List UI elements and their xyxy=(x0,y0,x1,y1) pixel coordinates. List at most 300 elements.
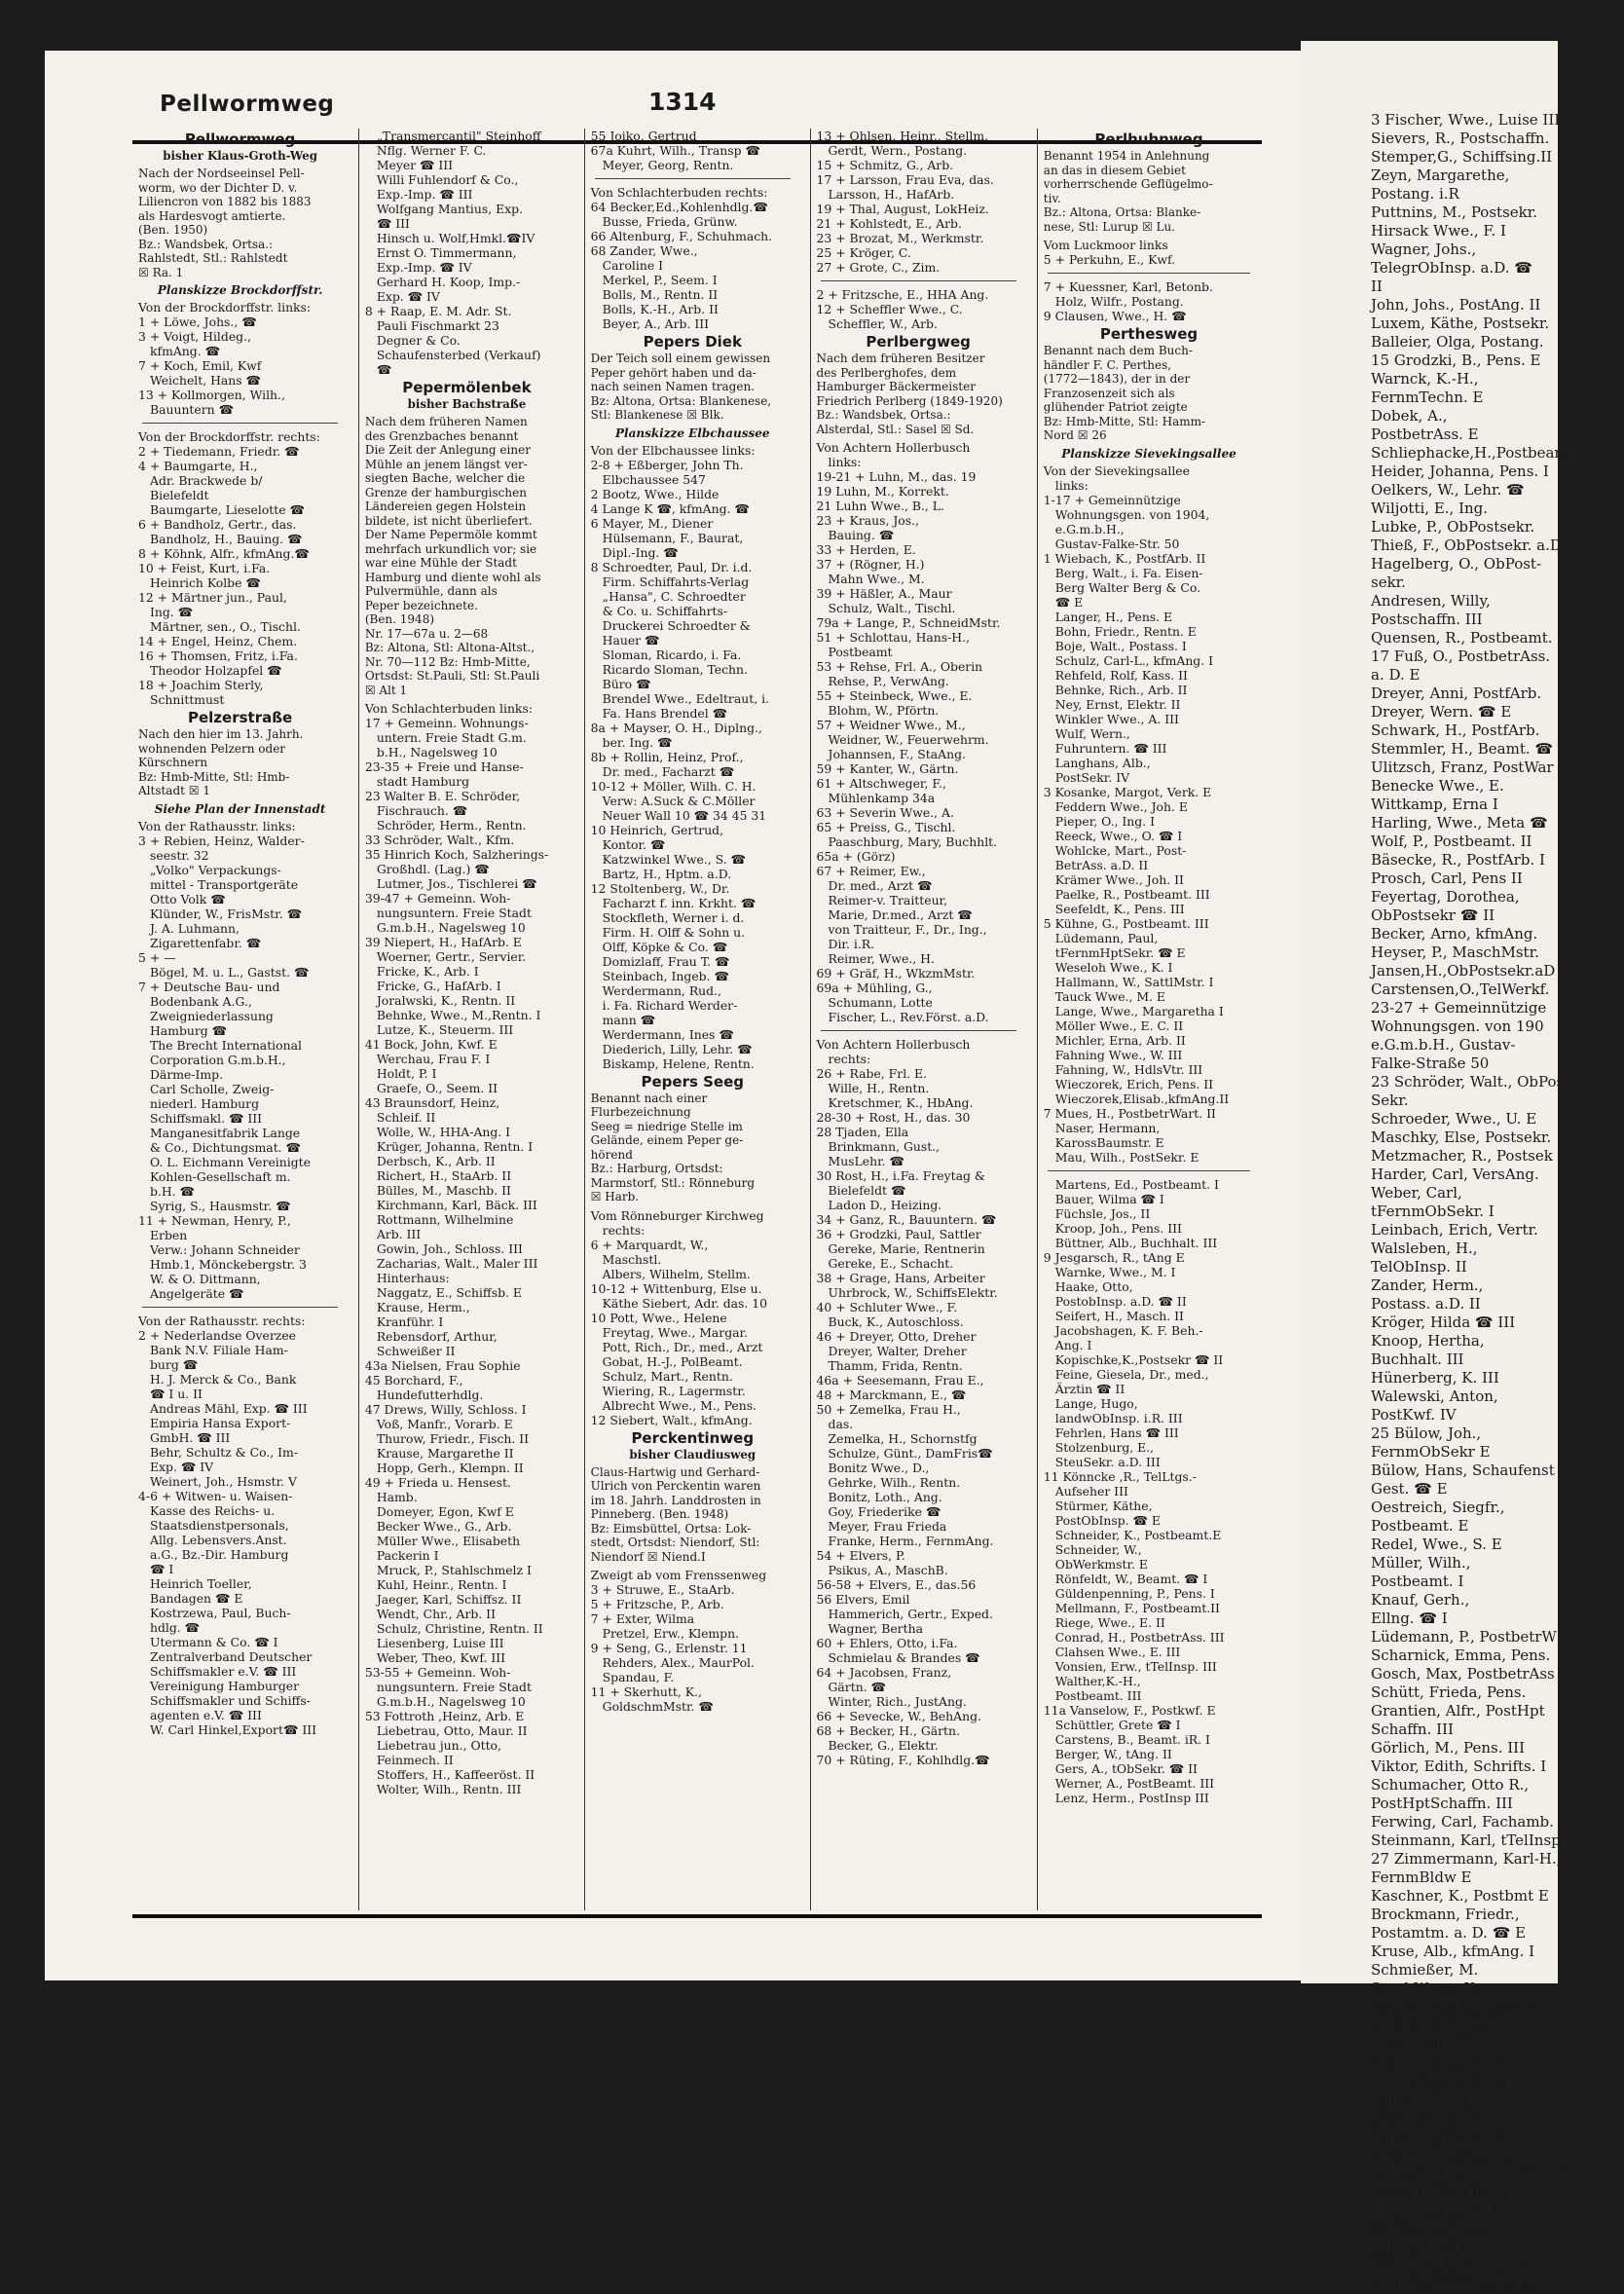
resident-entry: ☎ E xyxy=(1054,594,1084,610)
resident-entry: Busse, Frieda, Grünw. xyxy=(602,214,738,229)
resident-entry: Lutmer, Jos., Tischlerei ☎ xyxy=(376,876,537,891)
resident-entry: 23 Walter B. E. Schröder, xyxy=(364,789,521,803)
adjacent-entry: Wittkamp, Erna I xyxy=(1371,796,1498,813)
resident-entry: Voß, Manfr., Vorarb. E xyxy=(376,1417,513,1431)
resident-entry: Rottmann, Wilhelmine xyxy=(376,1212,514,1227)
resident-entry: stadt Hamburg xyxy=(376,774,470,789)
resident-entry: Zweigt ab vom Frenssenweg xyxy=(590,1568,767,1582)
street-heading: Perlhuhnweg xyxy=(1094,130,1203,148)
resident-entry: Ärztin ☎ II xyxy=(1054,1381,1126,1396)
resident-entry: Blohm, W., Pförtn. xyxy=(828,703,940,718)
resident-entry: Ney, Ernst, Elektr. II xyxy=(1054,696,1181,712)
resident-entry: Rebensdorf, Arthur, xyxy=(376,1329,498,1344)
resident-entry: 35 Hinrich Koch, Salzherings- xyxy=(364,847,549,862)
resident-entry: Schiffsmakl. ☎ III xyxy=(150,1110,263,1126)
street-description xyxy=(591,1465,794,1565)
resident-entry: Bonitz Wwe., D., xyxy=(828,1461,930,1475)
resident-entry: 45 Borchard, F., xyxy=(364,1373,463,1388)
adjacent-entry: Geest in Hamburg xyxy=(1371,2183,1507,2201)
column-content xyxy=(811,129,1024,1767)
description-line: Benannt nach dem Buch- xyxy=(1043,344,1193,357)
resident-entry: Ernst O. Timmermann, xyxy=(376,245,517,260)
resident-entry: Bank N.V. Filiale Ham- xyxy=(150,1342,288,1357)
description-line: Ulrich von Perckentin waren xyxy=(590,1479,761,1493)
resident-entry: KarossBaumstr. E xyxy=(1054,1134,1164,1150)
description-line: Bz.: Wandsbek, Ortsa.: xyxy=(138,237,274,251)
adjacent-entry: e.G.m.b.H., Bundesstr. xyxy=(1371,2202,1538,2219)
resident-entry: 6 + Bandholz, Gertr., das. xyxy=(138,517,297,532)
adjacent-entry: Postass. a.D. II xyxy=(1371,1295,1481,1313)
resident-entry: 11 + Newman, Henry, P., xyxy=(138,1212,291,1228)
resident-entry: Marie, Dr.med., Arzt ☎ xyxy=(828,907,973,922)
directory-column-1 xyxy=(132,129,346,1910)
resident-entry: Neuer Wall 10 ☎ 34 45 31 xyxy=(602,807,767,823)
resident-entry: Verw.: Johann Schneider xyxy=(150,1241,300,1257)
description-line: Altstadt ☒ 1 xyxy=(138,784,210,797)
resident-entry: 11 + Skerhutt, K., xyxy=(590,1684,702,1699)
resident-entry: Fuhruntern. ☎ III xyxy=(1054,740,1167,756)
adjacent-entry: Schaffn. III xyxy=(1371,1720,1454,1738)
resident-entry: Lenz, Herm., PostInsp III xyxy=(1054,1790,1209,1805)
resident-entry: Naggatz, E., Schiffsb. E xyxy=(376,1285,522,1300)
resident-entry: Postbeamt. III xyxy=(1054,1687,1142,1703)
adjacent-entry: Schroeder, Wwe., U. E xyxy=(1371,1110,1537,1128)
resident-entry: Klünder, W., FrisMstr. ☎ xyxy=(150,906,303,921)
directory-columns xyxy=(132,129,1262,1910)
resident-entry: Hallmann, W., SattlMstr. I xyxy=(1054,974,1214,989)
description-line: Peper gehört haben und da- xyxy=(590,365,757,380)
resident-entry: Theodor Holzapfel ☎ xyxy=(150,663,282,678)
resident-entry: Wohnungsgen. von 1904, xyxy=(1054,506,1210,522)
resident-entry: Arb. III xyxy=(376,1227,422,1241)
adjacent-entry: tFernmObSekr. I xyxy=(1371,1202,1495,1220)
resident-entry: Zentralverband Deutscher xyxy=(150,1648,313,1664)
description-line: Ortsdst: St.Pauli, Stl: St.Pauli xyxy=(364,669,540,683)
description-line: (Ben. 1948) xyxy=(364,612,435,626)
resident-entry: 16 + Thomsen, Fritz, i.Fa. xyxy=(138,648,298,663)
resident-entry: Hammerich, Gertr., Exped. xyxy=(828,1607,993,1621)
resident-entry: 8 + Köhnk, Alfr., kfmAng.☎ xyxy=(138,546,310,561)
adjacent-entry: Weber, Carl, xyxy=(1371,1184,1462,1202)
description-line: Nord ☒ 26 xyxy=(1043,428,1107,442)
running-head: Pellwormweg xyxy=(160,92,335,117)
street-description xyxy=(591,1092,794,1204)
adjacent-entry: Postbeamt. II xyxy=(1371,2035,1470,2053)
description-line: Peper bezeichnete. xyxy=(364,598,478,612)
description-line: glühender Patriot zeigte xyxy=(1043,400,1188,414)
description-line: Nach dem früheren Besitzer xyxy=(816,352,985,365)
resident-entry: Buck, K., Autoschloss. xyxy=(828,1314,964,1329)
resident-entry: SteuSekr. a.D. III xyxy=(1054,1454,1161,1469)
resident-entry: Jacobshagen, K. F. Beh.- xyxy=(1054,1322,1203,1338)
section-divider xyxy=(142,1307,338,1308)
resident-entry: Andreas Mähl, Exp. ☎ III xyxy=(150,1400,308,1416)
adjacent-page-entries xyxy=(1371,111,1624,2294)
resident-entry: Büro ☎ xyxy=(602,676,651,691)
resident-entry: Hinsch u. Wolf,Hmkl.☎IV xyxy=(376,231,535,245)
resident-entry: 11a Vanselow, F., Postkwf. E xyxy=(1043,1702,1216,1718)
resident-entry: Goy, Friederike ☎ xyxy=(828,1504,941,1519)
description-line: Bz: Hmb-Mitte, Stl: Hamm- xyxy=(1043,414,1206,428)
resident-entry: Riege, Wwe., E. II xyxy=(1054,1614,1165,1630)
adjacent-entry: Hagelberg, O., ObPost- xyxy=(1371,555,1542,573)
resident-entry: Werdermann, Rud., xyxy=(602,982,721,998)
resident-entry: Hamburg ☎ xyxy=(150,1022,228,1038)
directory-column-4 xyxy=(810,129,1024,1910)
resident-entry: Firm. Schiffahrts-Verlag xyxy=(602,574,750,589)
resident-entry: Holz, Wilfr., Postang. xyxy=(1054,294,1184,309)
street-heading: Pellwormweg xyxy=(184,130,296,148)
description-line: Nach dem früheren Namen xyxy=(364,415,528,428)
resident-entry: Feinmech. II xyxy=(376,1753,454,1767)
description-line: vorherrschende Geflügelmo- xyxy=(1043,177,1213,191)
resident-entry: Mellmann, F., Postbeamt.II xyxy=(1054,1600,1220,1615)
adjacent-entry: Grantien, Alfr., PostHpt xyxy=(1371,1702,1545,1720)
resident-entry: 33 Schröder, Walt., Kfm. xyxy=(364,832,515,847)
resident-entry: Larsson, H., HafArb. xyxy=(828,187,955,202)
resident-entry: von Traitteur, F., Dr., Ing., xyxy=(828,922,987,937)
resident-entry: Ang. I xyxy=(1054,1337,1092,1352)
adjacent-entry: Balleier, Olga, Postang. xyxy=(1371,333,1544,351)
adjacent-entry: Wolf, P., Postbeamt. II xyxy=(1371,832,1532,850)
resident-entry: Warnke, Wwe., M. I xyxy=(1054,1264,1176,1279)
resident-entry: 12 Stoltenberg, W., Dr. xyxy=(590,880,730,896)
resident-entry: 60 + Ehlers, Otto, i.Fa. xyxy=(816,1636,958,1650)
resident-entry: Bolls, M., Rentn. II xyxy=(602,287,719,302)
resident-entry: 63 + Severin Wwe., A. xyxy=(816,805,954,820)
resident-entry: Exp.-Imp. ☎ III xyxy=(376,187,473,202)
resident-entry: Druckerei Schroedter & xyxy=(602,617,751,633)
resident-entry: Domizlaff, Frau T. ☎ xyxy=(602,953,730,969)
resident-entry: Elbchaussee 547 xyxy=(602,471,706,487)
adjacent-entry: 23-27 + Gemeinnützige xyxy=(1371,999,1547,1017)
description-line: Liliencron von 1882 bis 1883 xyxy=(138,195,312,208)
description-line: Ländereien gegen Holstein xyxy=(364,500,527,513)
description-line: Der Name Pepermöle kommt xyxy=(364,528,537,541)
adjacent-entry: Walsleben, H., xyxy=(1371,1240,1478,1257)
description-line: an das in diesem Gebiet xyxy=(1043,163,1186,177)
resident-entry: a.G., Bz.-Dir. Hamburg xyxy=(150,1546,289,1562)
resident-entry: Merkel, P., Seem. I xyxy=(602,273,718,287)
adjacent-entry: Kröger, Hilda ☎ III xyxy=(1371,1314,1516,1331)
resident-entry: b.H. ☎ xyxy=(150,1183,195,1199)
adjacent-entry: Harling, Wwe., Meta ☎ xyxy=(1371,814,1548,832)
resident-entry: 2 + Nederlandse Overzee xyxy=(138,1327,297,1343)
resident-entry: PostObInsp. ☎ E xyxy=(1054,1512,1161,1528)
resident-entry: Hauer ☎ xyxy=(602,632,660,648)
resident-entry: Katzwinkel Wwe., S. ☎ xyxy=(602,851,746,867)
resident-entry: W. Carl Hinkel,Export☎ III xyxy=(150,1721,317,1737)
resident-entry: ☎ III xyxy=(376,216,410,231)
resident-entry: Behr, Schultz & Co., Im- xyxy=(150,1444,298,1460)
resident-entry: Scheffler, W., Arb. xyxy=(828,316,938,331)
resident-entry: 1 + Löwe, Johs., ☎ xyxy=(138,314,257,329)
resident-entry: Franke, Herm., FernmAng. xyxy=(828,1534,994,1548)
resident-entry: Rehfeld, Rolf, Kass. II xyxy=(1054,667,1188,683)
resident-entry: Jaeger, Karl, Schiffsz. II xyxy=(376,1592,522,1607)
resident-entry: Empiria Hansa Export- xyxy=(150,1415,291,1430)
adjacent-entry: 29-45 + Bauverein Hamm xyxy=(1371,2164,1565,2182)
adjacent-entry: 3 Fischer, Wwe., Luise III xyxy=(1371,111,1561,129)
description-line: ☒ Alt 1 xyxy=(364,683,408,697)
resident-entry: Von Achtern Hollerbusch xyxy=(816,1037,971,1052)
resident-entry: Fehrlen, Hans ☎ III xyxy=(1054,1424,1179,1440)
resident-entry: Großhdl. (Lag.) ☎ xyxy=(376,862,490,876)
resident-entry: Schweißer II xyxy=(376,1344,456,1358)
resident-entry: 21 + Kohlstedt, E., Arb. xyxy=(816,216,962,231)
resident-entry: 2 + Fritzsche, E., HHA Ang. xyxy=(816,287,989,302)
resident-entry: Adr. Brackwede b/ xyxy=(150,473,263,488)
adjacent-entry: Warnck, K.-H., xyxy=(1371,370,1479,388)
resident-entry: Schumann, Lotte xyxy=(828,995,933,1010)
resident-entry: Albrecht Wwe., M., Pens. xyxy=(602,1397,757,1413)
adjacent-entry: 17 Fuß, O., PostbetrAss. xyxy=(1371,648,1551,665)
resident-entry: 3 + Rebien, Heinz, Walder- xyxy=(138,832,305,848)
description-line: nese, Stl: Lurup ☒ Lu. xyxy=(1043,219,1175,234)
adjacent-entry: Stemper,G., Schiffsing.II xyxy=(1371,148,1553,166)
resident-entry: Winkler Wwe., A. III xyxy=(1054,711,1179,726)
resident-entry: „Hansa", C. Schroedter xyxy=(602,588,746,604)
resident-entry: 67 + Reimer, Ew., xyxy=(816,864,926,878)
resident-entry: 28-30 + Rost, H., das. 30 xyxy=(816,1110,971,1125)
adjacent-entry: Harder, Carl, VersAng. xyxy=(1371,1166,1539,1183)
resident-entry: burg ☎ xyxy=(150,1356,199,1372)
resident-entry: Schulz, Christine, Rentn. II xyxy=(376,1621,543,1636)
resident-entry: GoldschmMstr. ☎ xyxy=(602,1699,714,1714)
resident-entry: Von der Brockdorffstr. rechts: xyxy=(138,429,320,444)
resident-entry: Bonitz, Loth., Ang. xyxy=(828,1490,942,1504)
description-line: Nr. 70—112 Bz: Hmb-Mitte, xyxy=(364,654,531,669)
adjacent-entry: Quensen, R., Postbeamt. xyxy=(1371,629,1553,647)
resident-entry: e.G.m.b.H., xyxy=(1054,521,1125,536)
resident-entry: Wiering, R., Lagermstr. xyxy=(602,1383,746,1398)
resident-entry: Verw: A.Suck & C.Möller xyxy=(602,793,756,808)
description-line: Seeg = niedrige Stelle im xyxy=(590,1119,743,1133)
resident-entry: 47 Drews, Willy, Schloss. I xyxy=(364,1402,527,1417)
resident-entry: Kranführ. I xyxy=(376,1314,444,1329)
resident-entry: niederl. Hamburg xyxy=(150,1095,260,1111)
resident-entry: ☎ xyxy=(376,362,392,377)
street-description xyxy=(591,352,794,423)
resident-entry: Naser, Hermann, xyxy=(1054,1120,1161,1135)
resident-entry: Feddern Wwe., Joh. E xyxy=(1054,798,1188,814)
resident-entry: 18 + Joachim Sterly, xyxy=(138,678,264,692)
adjacent-entry: e.G.m.b.H., Gustav- xyxy=(1371,1036,1516,1054)
resident-entry: Becker, G., Elektr. xyxy=(828,1738,939,1753)
description-line: worm, wo der Dichter D. v. xyxy=(138,180,298,195)
resident-entry: 48 + Marckmann, E., ☎ xyxy=(816,1388,967,1402)
resident-entry: Reimer-v. Traitteur, xyxy=(828,893,948,907)
resident-entry: Carstens, B., Beamt. iR. I xyxy=(1054,1731,1210,1747)
resident-entry: GmbH. ☎ III xyxy=(150,1429,231,1445)
resident-entry: Exp. ☎ IV xyxy=(376,289,440,304)
resident-entry: Gereke, E., Schacht. xyxy=(828,1256,954,1271)
resident-entry: 7 + Koch, Emil, Kwf xyxy=(138,358,262,373)
resident-entry: Fa. Hans Brendel ☎ xyxy=(602,705,728,721)
resident-entry: 53 Fottroth ,Heinz, Arb. E xyxy=(364,1709,525,1723)
resident-entry: 69a + Mühling, G., xyxy=(816,980,933,995)
adjacent-entry: Wagner, Johs., xyxy=(1371,240,1477,258)
resident-entry: 53 + Rehse, Frl. A., Oberin xyxy=(816,659,983,674)
adjacent-entry: Oestreich, Siegfr., xyxy=(1371,1498,1505,1516)
resident-entry: Bauer, Wilma ☎ I xyxy=(1054,1191,1164,1206)
resident-entry: „Volko" Verpackungs- xyxy=(150,862,281,877)
resident-entry: 51 + Schlottau, Hans-H., xyxy=(816,630,970,645)
resident-entry: W. & O. Dittmann, xyxy=(150,1271,261,1286)
section-divider xyxy=(595,178,791,179)
adjacent-entry: Beckendorf, H., xyxy=(1371,2016,1487,2034)
adjacent-entry: Carstensen,O.,TelWerkf. xyxy=(1371,980,1550,998)
adjacent-entry: Scharnick, Emma, Pens. xyxy=(1371,1646,1551,1664)
resident-entry: Werchau, Frau F. I xyxy=(376,1052,491,1066)
resident-entry: 6 Mayer, M., Diener xyxy=(590,515,714,531)
adjacent-entry: Walewski, Anton, xyxy=(1371,1388,1498,1405)
resident-entry: Hopp, Gerh., Klempn. II xyxy=(376,1461,524,1475)
resident-entry: Lutze, K., Steuerm. III xyxy=(376,1022,514,1037)
resident-entry: The Brecht International xyxy=(150,1037,302,1053)
map-reference: Planskizze Brockdorffstr. xyxy=(157,283,323,297)
resident-entry: Haake, Otto, xyxy=(1054,1278,1133,1294)
adjacent-entry: Kaschner, K., Postbmt E xyxy=(1371,1887,1549,1905)
adjacent-entry: FernmBldw E xyxy=(1371,1868,1472,1886)
resident-entry: 33 + Herden, E. xyxy=(816,542,916,557)
resident-entry: Reeck, Wwe., O. ☎ I xyxy=(1054,828,1183,843)
description-line: Nach den hier im 13. Jahrh. xyxy=(138,727,304,741)
resident-entry: 10 + Feist, Kurt, i.Fa. xyxy=(138,561,271,575)
adjacent-entry: Stemmler, H., Beamt. ☎ xyxy=(1371,740,1554,758)
resident-entry: J. A. Luhmann, xyxy=(150,920,240,936)
resident-entry: 56 Elvers, Emil xyxy=(816,1592,910,1607)
resident-entry: Thurow, Friedr., Fisch. II xyxy=(376,1431,530,1446)
resident-entry: Meyer, Frau Frieda xyxy=(828,1519,947,1534)
description-line: nach seinen Namen tragen. xyxy=(590,380,756,393)
resident-entry: b.H., Nagelsweg 10 xyxy=(376,745,498,759)
resident-entry: Hmb.1, Mönckebergstr. 3 xyxy=(150,1256,307,1272)
resident-entry: G.m.b.H., Nagelsweg 10 xyxy=(376,920,526,935)
resident-entry: Kuhl, Heinr., Rentn. I xyxy=(376,1577,507,1592)
description-line: stedt, Ortsdst: Niendorf, Stl: xyxy=(590,1536,760,1549)
adjacent-entry: Heider, Johanna, Pens. I xyxy=(1371,462,1549,480)
resident-entry: Thamm, Frida, Rentn. xyxy=(828,1358,963,1373)
resident-entry: Woerner, Gertr., Servier. xyxy=(376,949,527,964)
resident-entry: Carl Scholle, Zweig- xyxy=(150,1081,275,1096)
resident-entry: 6 + Marquardt, W., xyxy=(590,1237,709,1252)
resident-entry: 57 + Weidner Wwe., M., xyxy=(816,718,966,732)
resident-entry: Von der Sievekingsallee xyxy=(1043,462,1190,478)
description-line: Pulvermühle, dann als xyxy=(364,584,498,598)
street-description xyxy=(1044,149,1254,234)
adjacent-entry: ObPostSekr IV xyxy=(1371,2109,1480,2127)
street-heading: Perthesweg xyxy=(1099,325,1199,343)
resident-entry: Langer, H., Pens. E xyxy=(1054,609,1173,624)
resident-entry: MusLehr. ☎ xyxy=(828,1154,904,1168)
street-heading: Pepermölenbek xyxy=(402,379,532,396)
adjacent-entry: TelObInsp. II xyxy=(1371,1258,1467,1276)
resident-entry: 39-47 + Gemeinn. Woh- xyxy=(364,891,511,906)
resident-entry: Käthe Siebert, Adr. das. 10 xyxy=(602,1295,768,1311)
description-line: tiv. xyxy=(1043,191,1061,205)
resident-entry: Schüttler, Grete ☎ I xyxy=(1054,1717,1181,1732)
resident-entry: Bohn, Friedr., Rentn. E xyxy=(1054,623,1197,639)
resident-entry: Mühlenkamp 34a xyxy=(828,791,936,805)
resident-entry: 21 Luhn Wwe., B., L. xyxy=(816,499,944,513)
adjacent-entry: Griebenow, Berth. xyxy=(1371,2054,1506,2071)
resident-entry: 11 Könncke ,R., TelLtgs.- xyxy=(1043,1468,1197,1484)
resident-entry: Schulze, Günt., DamFris☎ xyxy=(828,1446,993,1461)
resident-entry: Lange, Hugo, xyxy=(1054,1395,1138,1411)
adjacent-entry: Schuler, Emil, Pens ☎ xyxy=(1371,2276,1537,2293)
resident-entry: rechts: xyxy=(828,1052,871,1066)
resident-entry: 17 + Larsson, Frau Eva, das. xyxy=(816,172,994,187)
adjacent-entry: Postschaffn. III xyxy=(1371,610,1483,628)
resident-entry: Liesenberg, Luise III xyxy=(376,1636,504,1650)
page-header xyxy=(45,80,1310,129)
column-content xyxy=(585,129,798,1714)
adjacent-entry: John, Johs., PostAng. II xyxy=(1371,296,1541,314)
description-line: Franzosenzeit sich als xyxy=(1043,386,1175,400)
directory-column-2 xyxy=(358,129,572,1910)
resident-entry: Gerhard H. Koop, Imp.- xyxy=(376,275,521,289)
resident-entry: Behnke, Rich., Arb. II xyxy=(1054,682,1188,697)
adjacent-entry: Luxem, Käthe, Postsekr. xyxy=(1371,314,1550,332)
resident-entry: Gereke, Marie, Rentnerin xyxy=(828,1241,985,1256)
resident-entry: 23-35 + Freie und Hanse- xyxy=(364,759,524,774)
street-heading: Pelzerstraße xyxy=(187,709,293,726)
resident-entry: Corporation G.m.b.H., xyxy=(150,1052,286,1067)
description-line: Die Zeit der Anlegung einer xyxy=(364,443,531,457)
adjacent-entry: Wiljotti, E., Ing. xyxy=(1371,500,1489,517)
resident-entry: Schulz, Walt., Tischl. xyxy=(828,601,956,615)
resident-entry: 69 + Gräf, H., WkzmMstr. xyxy=(816,966,976,980)
description-line: Bz.: Harburg, Ortsdst: xyxy=(590,1162,723,1175)
section-divider xyxy=(142,423,338,424)
resident-entry: Heinrich Kolbe ☎ xyxy=(150,575,261,590)
resident-entry: O. L. Eichmann Vereinigte xyxy=(150,1154,311,1169)
adjacent-entry: Ferwing, Carl, Fachamb. xyxy=(1371,1813,1554,1831)
resident-entry: Weinert, Joh., Hsmstr. V xyxy=(150,1473,297,1489)
resident-entry: Wieczorek,Elisab.,kfmAng.II xyxy=(1054,1091,1230,1106)
resident-entry: Bartz, H., Hptm. a.D. xyxy=(602,866,732,881)
resident-entry: 4 + Baumgarte, H., xyxy=(138,459,258,473)
resident-entry: Stolzenburg, E., xyxy=(1054,1439,1155,1455)
adjacent-entry: Rabe, W., Pens. E xyxy=(1371,2128,1499,2145)
resident-entry: Vonsien, Erw., tTelInsp. III xyxy=(1054,1658,1217,1674)
adjacent-entry: PostKwf. IV xyxy=(1371,1406,1457,1424)
description-line: Bz.: Altona, Ortsa: Blanke- xyxy=(1043,205,1201,219)
adjacent-entry: Brockmann, Friedr., xyxy=(1371,1906,1520,1923)
resident-entry: Weidner, W., Feuerwehrm. xyxy=(828,732,989,747)
resident-entry: untern. Freie Stadt G.m. xyxy=(376,730,527,745)
resident-entry: 13 + Ohlsen, Heinr., Stellm. xyxy=(816,129,989,143)
resident-entry: Kopischke,K.,Postsekr ☎ II xyxy=(1054,1351,1224,1367)
resident-entry: Schiffsmakler e.V. ☎ III xyxy=(150,1663,297,1679)
resident-entry: Gärtn. ☎ xyxy=(828,1680,886,1694)
resident-entry: PostSekr. IV xyxy=(1054,769,1130,785)
resident-entry: Dipl.-Ing. ☎ xyxy=(602,544,679,560)
resident-entry: Maschstl. xyxy=(602,1251,662,1267)
description-line: Pinneberg. (Ben. 1948) xyxy=(590,1507,729,1521)
description-line: Rahlstedt, Stl.: Rahlstedt xyxy=(138,251,288,265)
resident-entry: Bolls, K.-H., Arb. II xyxy=(602,302,719,316)
resident-entry: 26 + Rabe, Frl. E. xyxy=(816,1066,928,1081)
resident-entry: & Co., Dichtungsmat. ☎ xyxy=(150,1139,301,1155)
resident-entry: 39 + Häßler, A., Maur xyxy=(816,586,952,601)
adjacent-entry: Gosch, Max, PostbetrAss xyxy=(1371,1665,1555,1683)
adjacent-entry: Hirsack Wwe., F. I xyxy=(1371,222,1506,240)
adjacent-entry: Schwark, H., PostfArb. xyxy=(1371,722,1540,739)
resident-entry: Johannsen, F., StaAng. xyxy=(828,747,966,761)
resident-entry: das. xyxy=(828,1417,854,1431)
